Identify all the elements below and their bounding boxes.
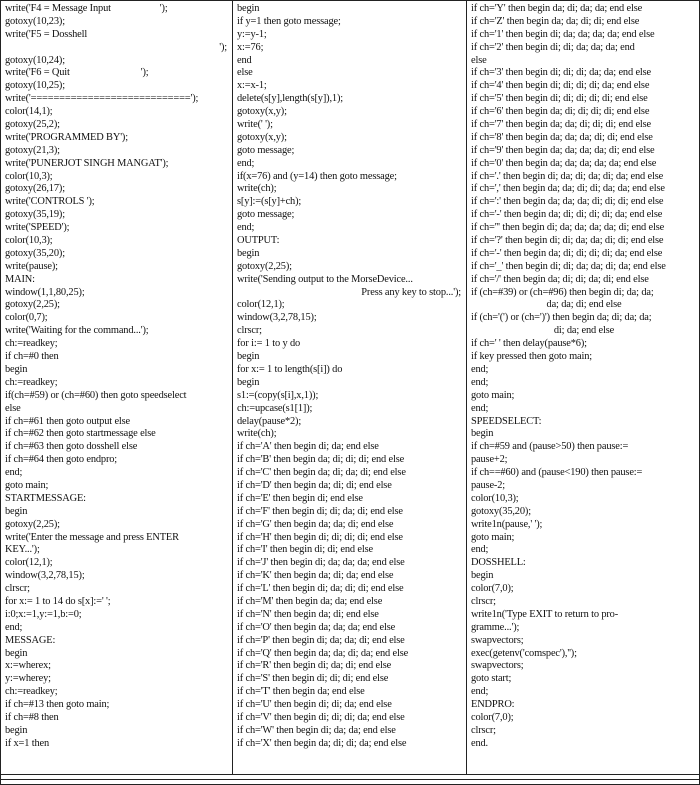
code-line: KEY...'); bbox=[5, 544, 40, 556]
code-line: begin bbox=[5, 363, 28, 375]
code-line: gotoxy(35,20); bbox=[5, 247, 65, 259]
code-line: s[y]:=(s[y]+ch); bbox=[237, 196, 302, 208]
bottom-rule-upper bbox=[1, 774, 700, 775]
code-line: end; bbox=[5, 621, 23, 633]
code-line: color(10,3); bbox=[5, 235, 53, 247]
code-line: if ch='5' then begin di; di; di; di; di; end else bbox=[471, 93, 648, 105]
code-line: write('PUNERJOT SINGH MANGAT'); bbox=[5, 157, 169, 169]
code-line: if ch='F' then begin di; di; da; di; end else bbox=[237, 505, 403, 517]
code-line: ch:=readkey; bbox=[5, 338, 58, 350]
code-line: STARTMESSAGE: bbox=[5, 492, 86, 504]
code-line: begin bbox=[5, 724, 28, 736]
code-line: write1n(pause,' '); bbox=[471, 518, 543, 530]
code-line: gotoxy(21,3); bbox=[5, 144, 60, 156]
code-line: di; da; end else bbox=[553, 325, 615, 337]
code-line: begin bbox=[5, 505, 28, 517]
code-line: for x:= 1 to length(s[i]) do bbox=[237, 363, 343, 375]
code-line: y:=y-1; bbox=[237, 28, 267, 40]
code-line: y:=wherey; bbox=[5, 673, 51, 685]
code-line: if ch=#0 then bbox=[5, 351, 59, 363]
code-line: Press any key to stop...'); bbox=[361, 286, 461, 298]
code-line: if ch='V' then begin di; di; di; da; end else bbox=[237, 711, 405, 723]
code-line: if ch='O' then begin da; da; da; end else bbox=[237, 621, 396, 633]
code-line: if ch=#63 then goto dosshell else bbox=[5, 441, 138, 453]
code-line: write('F4 = Message Input '); bbox=[5, 3, 168, 14]
code-column-3 bbox=[471, 3, 697, 781]
code-line: if x=1 then bbox=[5, 737, 50, 749]
code-line: end; bbox=[471, 363, 489, 375]
code-line: swapvectors; bbox=[471, 660, 524, 672]
code-line: if ch='Z' then begin da; da; di; di; end else bbox=[471, 15, 640, 27]
code-line: if (ch='(') or (ch=')') then begin da; di; da; da; bbox=[471, 312, 652, 324]
code-line: if ch=',' then begin da; da; di; di; da; da; end else bbox=[471, 183, 665, 195]
code-line: gotoxy(x,y); bbox=[237, 131, 287, 143]
code-line: else bbox=[5, 402, 21, 414]
code-line: begin bbox=[471, 570, 494, 582]
code-line: write('SPEED'); bbox=[5, 222, 70, 234]
code-line: if ch='T' then begin da; end else bbox=[237, 686, 365, 698]
code-line: pause+2; bbox=[471, 454, 508, 466]
code-line: write('============================'); bbox=[5, 93, 199, 105]
code-line: goto message; bbox=[237, 209, 295, 221]
code-line: write('F5 = Dosshell bbox=[5, 28, 88, 40]
code-line: if ch='3' then begin di; di; di; da; da; end else bbox=[471, 67, 652, 79]
code-line: goto start; bbox=[471, 673, 512, 685]
code-line: DOSSHELL: bbox=[471, 557, 526, 569]
code-line: if ch='9' then begin da; da; da; da; di; end else bbox=[471, 144, 655, 156]
code-line: x:=wherex; bbox=[5, 660, 51, 672]
code-line: if ch='D' then begin da; di; di; end else bbox=[237, 479, 392, 491]
code-line: begin bbox=[237, 351, 260, 363]
code-line: end; bbox=[471, 402, 489, 414]
code-line: for x:= 1 to 14 do s[x]:=' '; bbox=[5, 595, 111, 607]
code-line: if ch='I' then begin di; di; end else bbox=[237, 544, 373, 556]
code-line: ch:=upcase(s1[1]); bbox=[237, 402, 313, 414]
column-divider-2 bbox=[466, 1, 467, 774]
code-line: end; bbox=[471, 376, 489, 388]
code-line: if ch='E' then begin di; end else bbox=[237, 492, 363, 504]
code-line: ch:=readkey; bbox=[5, 686, 58, 698]
code-line: else bbox=[237, 67, 253, 79]
code-line: end; bbox=[237, 157, 255, 169]
code-line: color(0,7); bbox=[5, 312, 48, 324]
code-line: if(x=76) and (y=14) then goto message; bbox=[237, 170, 397, 182]
code-line: if ch='2' then begin di; di; da; da; da; end bbox=[471, 41, 635, 53]
code-line: gotoxy(2,25); bbox=[5, 299, 60, 311]
code-line: if ch='B' then begin da; di; di; di; end else bbox=[237, 454, 405, 466]
code-line: if ch=#8 then bbox=[5, 711, 59, 723]
code-line: if ch=''' then begin di; da; da; da; da; di; end else bbox=[471, 222, 665, 234]
code-line: if ch='6' then begin da; di; di; di; di; end else bbox=[471, 106, 650, 118]
code-line: if ch='S' then begin di; di; di; end else bbox=[237, 673, 389, 685]
code-line: SPEEDSELECT: bbox=[471, 415, 542, 427]
column-divider-1 bbox=[232, 1, 233, 774]
code-line: i:0;x:=1,y:=1,b:=0; bbox=[5, 608, 82, 620]
code-line: color(10,3); bbox=[5, 170, 53, 182]
code-line: if ch=#61 then goto output else bbox=[5, 415, 131, 427]
code-line: if ch='8' then begin da; da; da; di; di; end else bbox=[471, 131, 653, 143]
code-line: gotoxy(10,24); bbox=[5, 54, 65, 66]
code-line: if ch=':' then begin da; da; da; di; di; di; end else bbox=[471, 196, 664, 208]
code-line: begin bbox=[237, 376, 260, 388]
code-line: write('F6 = Quit '); bbox=[5, 67, 149, 79]
code-line: ENDPRO: bbox=[471, 699, 515, 711]
code-line: end; bbox=[471, 686, 489, 698]
code-line: if ch='M' then begin da; da; end else bbox=[237, 595, 383, 607]
code-line: end; bbox=[5, 467, 23, 479]
code-line: for i:= 1 to y do bbox=[237, 338, 301, 350]
code-line: if key pressed then goto main; bbox=[471, 351, 593, 363]
code-line: end bbox=[237, 54, 252, 66]
code-line: if ch='L' then begin di; da; di; di; end else bbox=[237, 583, 404, 595]
code-line: gotoxy(26,17); bbox=[5, 183, 65, 195]
code-line: if ch='H' then begin di; di; di; di; end else bbox=[237, 531, 403, 543]
code-line: if ch=#13 then goto main; bbox=[5, 699, 110, 711]
code-line: swapvectors; bbox=[471, 634, 524, 646]
code-line: MESSAGE: bbox=[5, 634, 56, 646]
code-line: if ch='Q' then begin da; da; di; da; end else bbox=[237, 647, 409, 659]
code-line: if ch=' ' then delay(pause*6); bbox=[471, 338, 587, 350]
code-line: begin bbox=[5, 647, 28, 659]
code-line: if ch='R' then begin di; da; di; end else bbox=[237, 660, 392, 672]
code-line: if y=1 then goto message; bbox=[237, 15, 341, 27]
code-line: if ch='G' then begin da; da; di; end else bbox=[237, 518, 394, 530]
code-column-2 bbox=[237, 3, 461, 781]
code-line: end; bbox=[471, 544, 489, 556]
code-line: else bbox=[471, 54, 487, 66]
code-line: color(14,1); bbox=[5, 106, 53, 118]
code-line: if ch='?' then begin di; di; da; da; di; di; end else bbox=[471, 235, 664, 247]
code-line: write('PROGRAMMED BY'); bbox=[5, 131, 128, 143]
code-line: goto main; bbox=[471, 389, 515, 401]
code-line: exec(getenv('comspec'),''); bbox=[471, 647, 577, 659]
code-line: clrscr; bbox=[237, 325, 262, 337]
code-line: da; da; di; end else bbox=[546, 299, 622, 311]
code-line: begin bbox=[237, 3, 260, 14]
code-line: goto main; bbox=[471, 531, 515, 543]
code-line: end; bbox=[237, 222, 255, 234]
code-line: if ch='J' then begin di; da; da; da; end else bbox=[237, 557, 405, 569]
code-line: if ch='/' then begin da; di; di; da; di; end else bbox=[471, 273, 649, 285]
code-line: if ch='C' then begin da; di; da; di; end else bbox=[237, 467, 406, 479]
code-line: pause-2; bbox=[471, 479, 506, 491]
code-line: s1:=(copy(s[i],x,1)); bbox=[237, 389, 319, 401]
code-line: window(3,2,78,15); bbox=[237, 312, 317, 324]
code-line: gotoxy(x,y); bbox=[237, 106, 287, 118]
code-line: if ch='K' then begin da; di; da; end else bbox=[237, 570, 394, 582]
code-line: begin bbox=[237, 247, 260, 259]
code-line: gotoxy(2,25); bbox=[5, 518, 60, 530]
code-line: write(pause); bbox=[5, 260, 58, 272]
code-line: gramme...'); bbox=[471, 621, 520, 633]
code-line: color(7,0); bbox=[471, 583, 514, 595]
code-line: gotoxy(35,20); bbox=[471, 505, 531, 517]
code-line: if ch='_' then begin di; di; da; da; di; da; end else bbox=[471, 260, 666, 272]
code-line: if ch=#59 and (pause>50) then pause:= bbox=[471, 441, 629, 453]
code-line: write(' '); bbox=[237, 119, 273, 131]
code-line: if ch='U' then begin di; di; da; end else bbox=[237, 699, 392, 711]
code-line: if ch='W' then begin di; da; da; end else bbox=[237, 724, 396, 736]
code-line: if ch==#60) and (pause<190) then pause:= bbox=[471, 467, 643, 479]
code-line: if ch='X' then begin da; di; di; da; end else bbox=[237, 737, 407, 749]
code-line: if(ch=#59) or (ch=#60) then goto speedselect bbox=[5, 389, 187, 401]
code-line: if (ch=#39) or (ch=#96) then begin di; da; da; bbox=[471, 286, 654, 298]
code-line: ch:=readkey; bbox=[5, 376, 58, 388]
code-line: color(10,3); bbox=[471, 492, 519, 504]
code-line: gotoxy(10,23); bbox=[5, 15, 65, 27]
code-line: if ch='P' then begin di; da; da; di; end else bbox=[237, 634, 405, 646]
code-line: goto main; bbox=[5, 479, 49, 491]
code-line: OUTPUT: bbox=[237, 235, 280, 247]
code-line: x:=76; bbox=[237, 41, 264, 53]
code-line: clrscr; bbox=[5, 583, 30, 595]
code-line: if ch='A' then begin di; da; end else bbox=[237, 441, 379, 453]
code-line: color(7,0); bbox=[471, 711, 514, 723]
code-line: gotoxy(2,25); bbox=[237, 260, 292, 272]
code-line: if ch=#64 then goto endpro; bbox=[5, 454, 118, 466]
code-line: begin bbox=[471, 428, 494, 440]
code-line: if ch='.' then begin di; da; di; da; di; da; end else bbox=[471, 170, 664, 182]
code-line: window(3,2,78,15); bbox=[5, 570, 85, 582]
code-line: gotoxy(10,25); bbox=[5, 80, 65, 92]
code-line: write('Waiting for the command...'); bbox=[5, 325, 149, 337]
code-line: write('CONTROLS '); bbox=[5, 196, 95, 208]
code-line: x:=x-1; bbox=[237, 80, 267, 92]
code-line: delay(pause*2); bbox=[237, 415, 302, 427]
code-line: if ch='1' then begin di; da; da; da; da; end else bbox=[471, 28, 655, 40]
code-line: end. bbox=[471, 737, 489, 749]
code-line: if ch='-' then begin da; di; di; di; di; da; end else bbox=[471, 209, 663, 221]
code-line: if ch=#62 then goto startmessage else bbox=[5, 428, 156, 440]
code-line: color(12,1); bbox=[5, 557, 53, 569]
code-line: if ch='4' then begin di; di; di; di; da; end else bbox=[471, 80, 650, 92]
code-line: color(12,1); bbox=[237, 299, 285, 311]
code-line: window(1,1,80,25); bbox=[5, 286, 85, 298]
code-line: clrscr; bbox=[471, 724, 496, 736]
code-line: MAIN: bbox=[5, 273, 35, 285]
code-line: if ch='-' then begin da; di; di; di; di; da; end else bbox=[471, 247, 663, 259]
code-line: write(ch); bbox=[237, 183, 277, 195]
code-line: if ch='N' then begin da; di; end else bbox=[237, 608, 379, 620]
code-line: write(ch); bbox=[237, 428, 277, 440]
code-line: write('Enter the message and press ENTER bbox=[5, 531, 179, 543]
code-line: write1n('Type EXIT to return to pro- bbox=[471, 608, 619, 620]
code-line: delete(s[y],length(s[y]),1); bbox=[237, 93, 344, 105]
bottom-rule-lower bbox=[1, 779, 700, 780]
code-line: clrscr; bbox=[471, 595, 496, 607]
code-line: if ch='7' then begin da; da; di; di; di; end else bbox=[471, 119, 652, 131]
code-line: gotoxy(35,19); bbox=[5, 209, 65, 221]
code-line: write('Sending output to the MorseDevice... bbox=[237, 273, 413, 285]
code-line: '); bbox=[219, 41, 227, 53]
code-line: goto message; bbox=[237, 144, 295, 156]
code-column-1 bbox=[5, 3, 227, 781]
code-line: gotoxy(25,2); bbox=[5, 119, 60, 131]
code-line: if ch='Y' then begin da; di; da; da; end else bbox=[471, 3, 643, 14]
code-line: if ch='0' then begin da; da; da; da; da; end else bbox=[471, 157, 657, 169]
